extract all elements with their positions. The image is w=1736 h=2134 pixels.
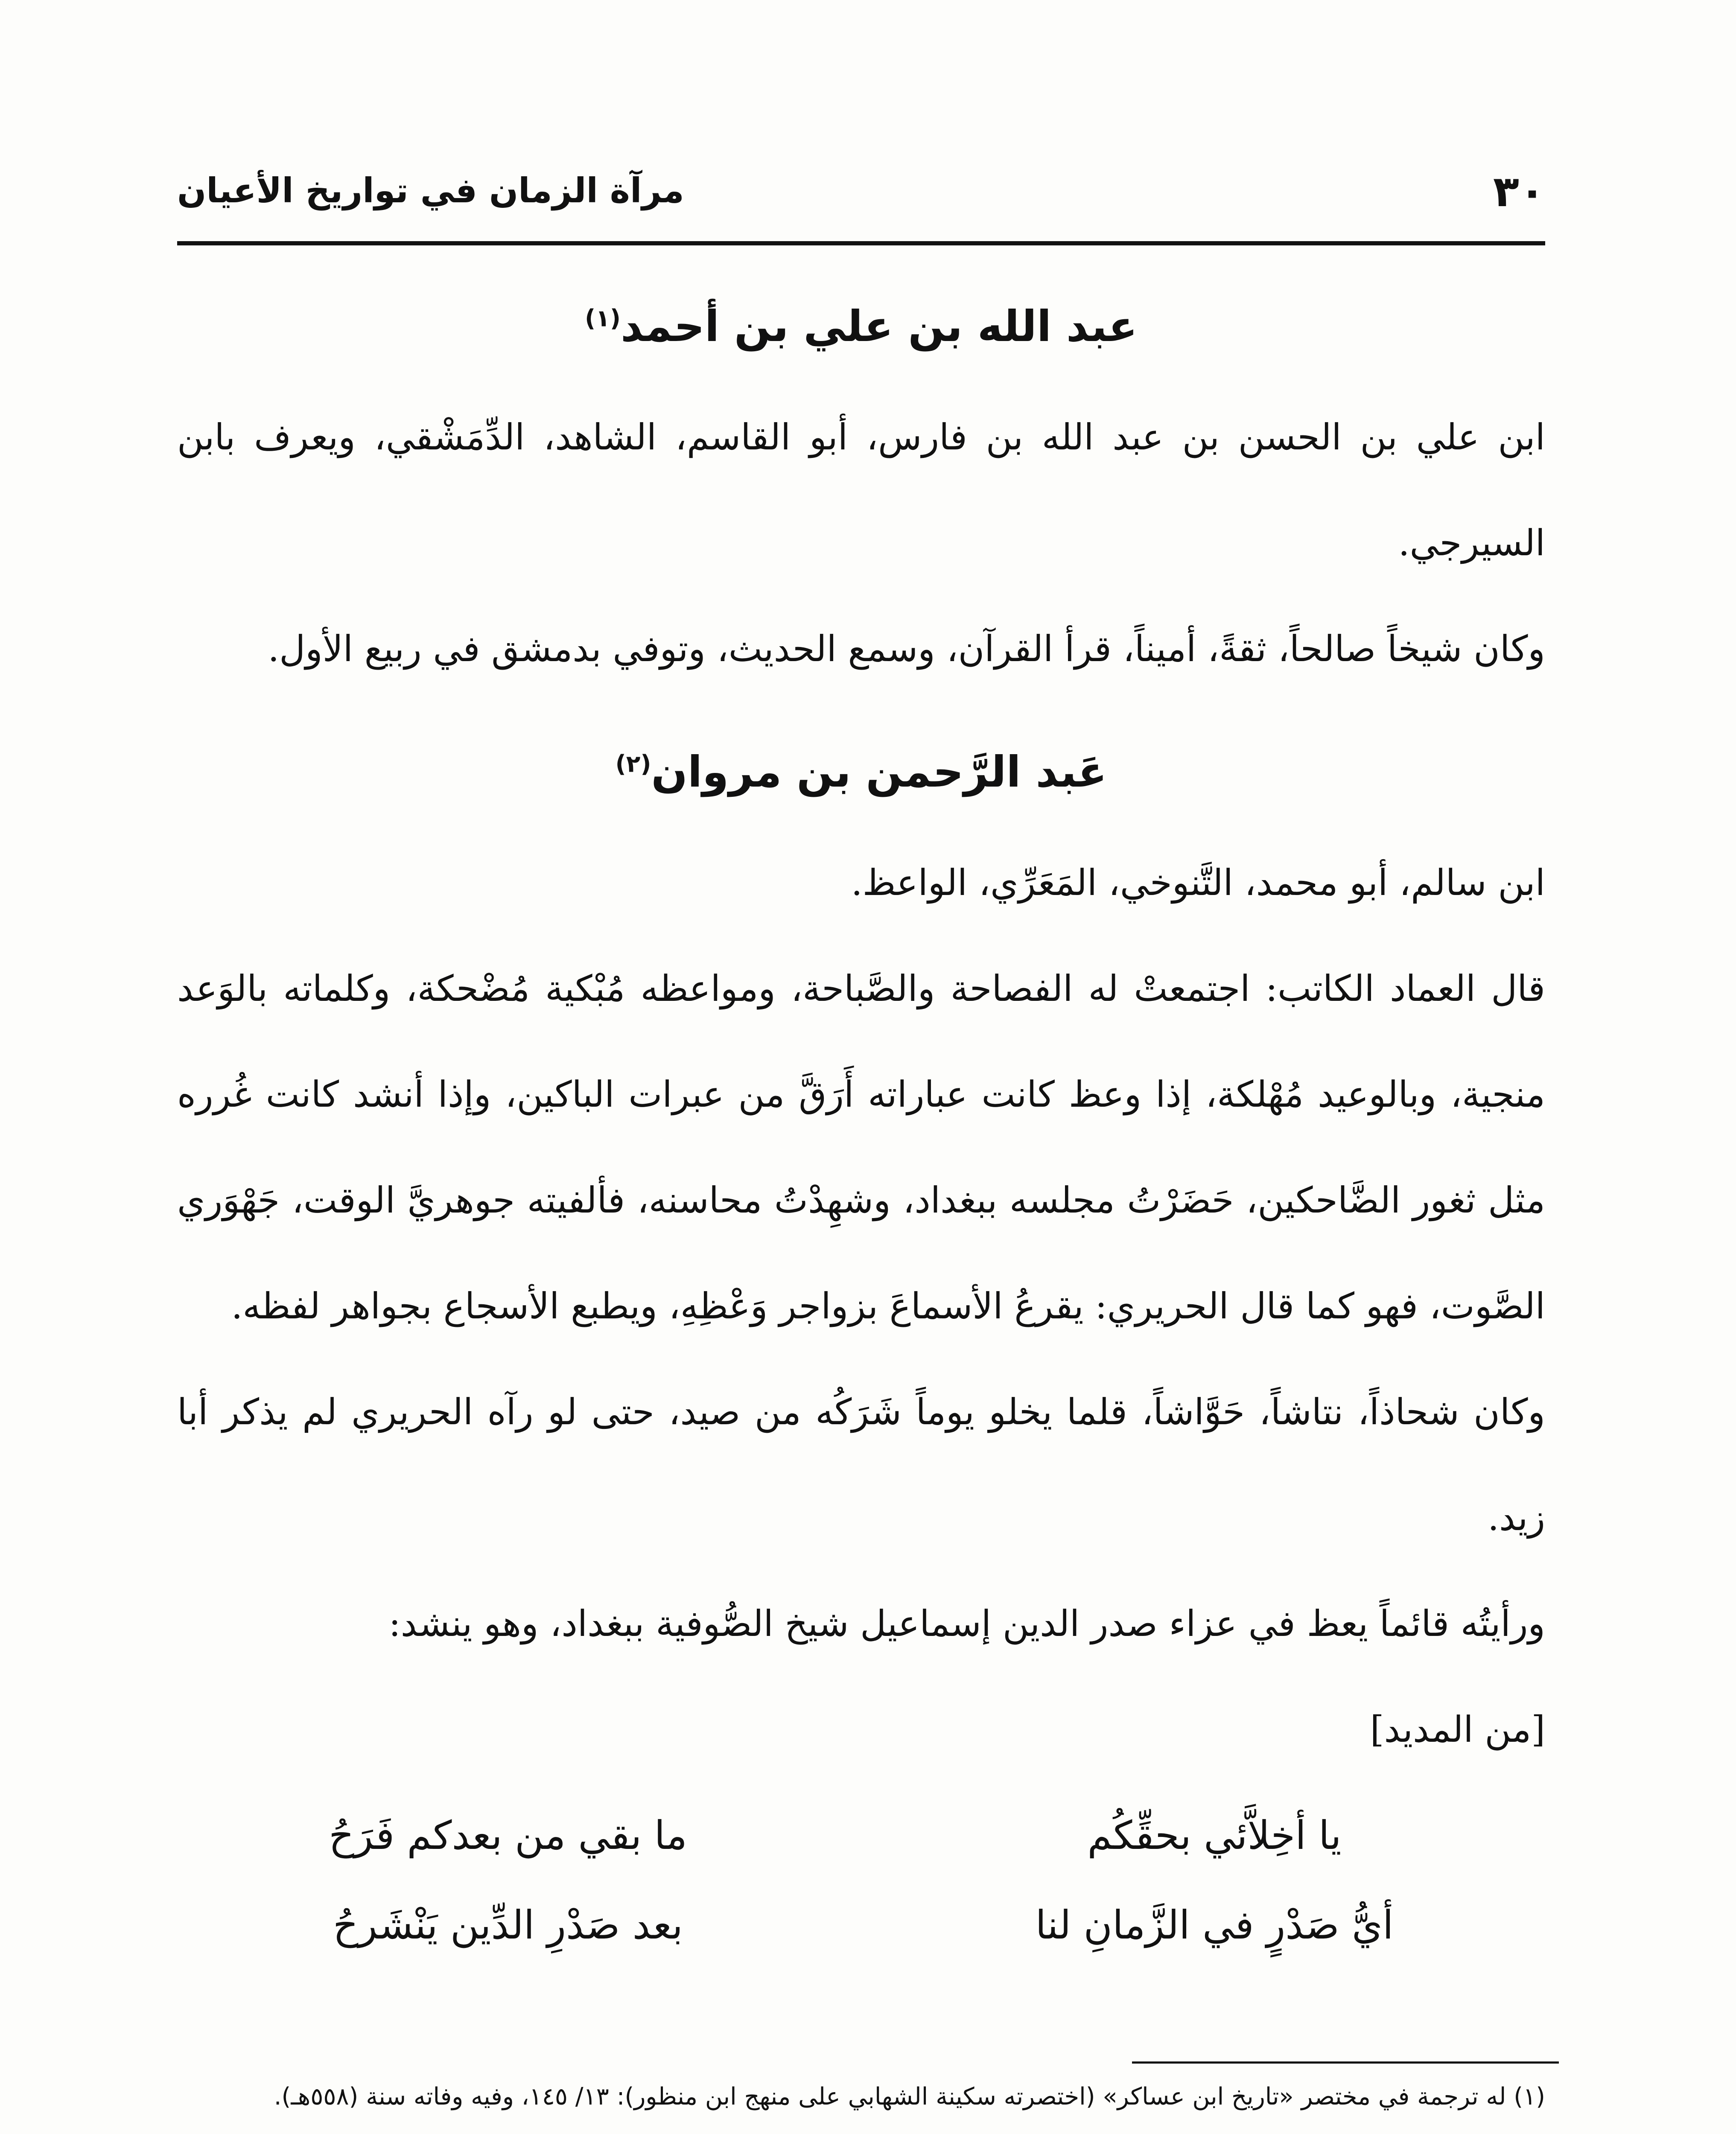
page-number: ٣٠ bbox=[1493, 166, 1545, 216]
biography-paragraph: وكان شحاذاً، نتاشاً، حَوَّاشاً، قلما يخلو يوماً شَرَكُه من صيد، حتى لو رآه الحريري لم يذكر أبا زيد. bbox=[177, 1391, 1545, 1539]
footnote-marker-2: (٢) bbox=[615, 750, 651, 778]
biography-paragraph: ابن علي بن الحسن بن عبد الله بن فارس، أبو القاسم، الشاهد، الدِّمَشْقي، ويعرف بابن السيرجي. bbox=[177, 416, 1545, 564]
footnote bbox=[177, 2130, 1545, 2134]
poetic-meter-label: [من المديد] bbox=[1370, 1708, 1545, 1750]
biography-paragraph: وكان شيخاً صالحاً، ثقةً، أميناً، قرأ القرآن، وسمع الحديث، وتوفي بدمشق في ربيع الأول. bbox=[268, 628, 1545, 670]
poem bbox=[177, 1791, 1545, 1970]
footnote-marker-1: (١) bbox=[585, 304, 621, 332]
main-text bbox=[177, 256, 1545, 1970]
verse-second-hemistich: بعد صَدْرِ الدِّين يَنْشَرحُ bbox=[333, 1902, 683, 1948]
book-title: مرآة الزمان في تواريخ الأعيان bbox=[177, 171, 684, 210]
footnote: (١) له ترجمة في مختصر «تاريخ ابن عساكر» (اختصرته سكينة الشهابي على منهج ابن منظور): ١٣/ ١٤٥، وفيه وفاته سنة (٥٥٨هـ). bbox=[274, 2083, 1545, 2111]
entry-title-2 bbox=[177, 744, 1545, 800]
footnote-divider bbox=[1132, 2061, 1559, 2064]
header-divider bbox=[177, 241, 1545, 245]
running-header bbox=[177, 158, 1545, 230]
biography-paragraph: ابن سالم، أبو محمد، التَّنوخي، المَعَرِّي، الواعظ. bbox=[851, 862, 1545, 904]
entry-title-text: عَبد الرَّحمن بن مروان bbox=[651, 747, 1107, 797]
poem-verse bbox=[177, 1791, 1545, 1880]
verse-first-hemistich: أيُّ صَدْرٍ في الزَّمانِ لنا bbox=[1035, 1902, 1394, 1948]
verse-second-hemistich: ما بقي من بعدكم فَرَحُ bbox=[329, 1813, 687, 1858]
verse-first-hemistich: يا أخِلاَّئي بحقِّكُم bbox=[1087, 1813, 1342, 1858]
poem-verse bbox=[177, 1880, 1545, 1970]
entry-title-text: عبد الله بن علي بن أحمد bbox=[621, 301, 1138, 351]
biography-paragraph: ورأيتُه قائماً يعظ في عزاء صدر الدين إسماعيل شيخ الصُّوفية ببغداد، وهو ينشد: bbox=[388, 1603, 1545, 1644]
footnotes bbox=[177, 2070, 1545, 2134]
biography-paragraph: قال العماد الكاتب: اجتمعتْ له الفصاحة والصَّباحة، ومواعظه مُبْكية مُضْحكة، وكلماته بالوَعد منجية، وبالوعيد مُهْلكة، إذا وعظ كانت عباراته أَرَقَّ من عبرات الباكين، وإذا أنشد كانت غُرره مثل ثغور الضَّاحكين، حَضَرْتُ مجلسه ببغداد، وشهِدْتُ محاسنه، فألفيته جوهريَّ الوقت، جَهْوَري الصَّوت، فهو كما قال الحريري: يقرعُ الأسماعَ بزواجر وَعْظِهِ، ويطبع الأسجاع بجواهر لفظه. bbox=[177, 968, 1545, 1327]
entry-title-1 bbox=[177, 299, 1545, 354]
